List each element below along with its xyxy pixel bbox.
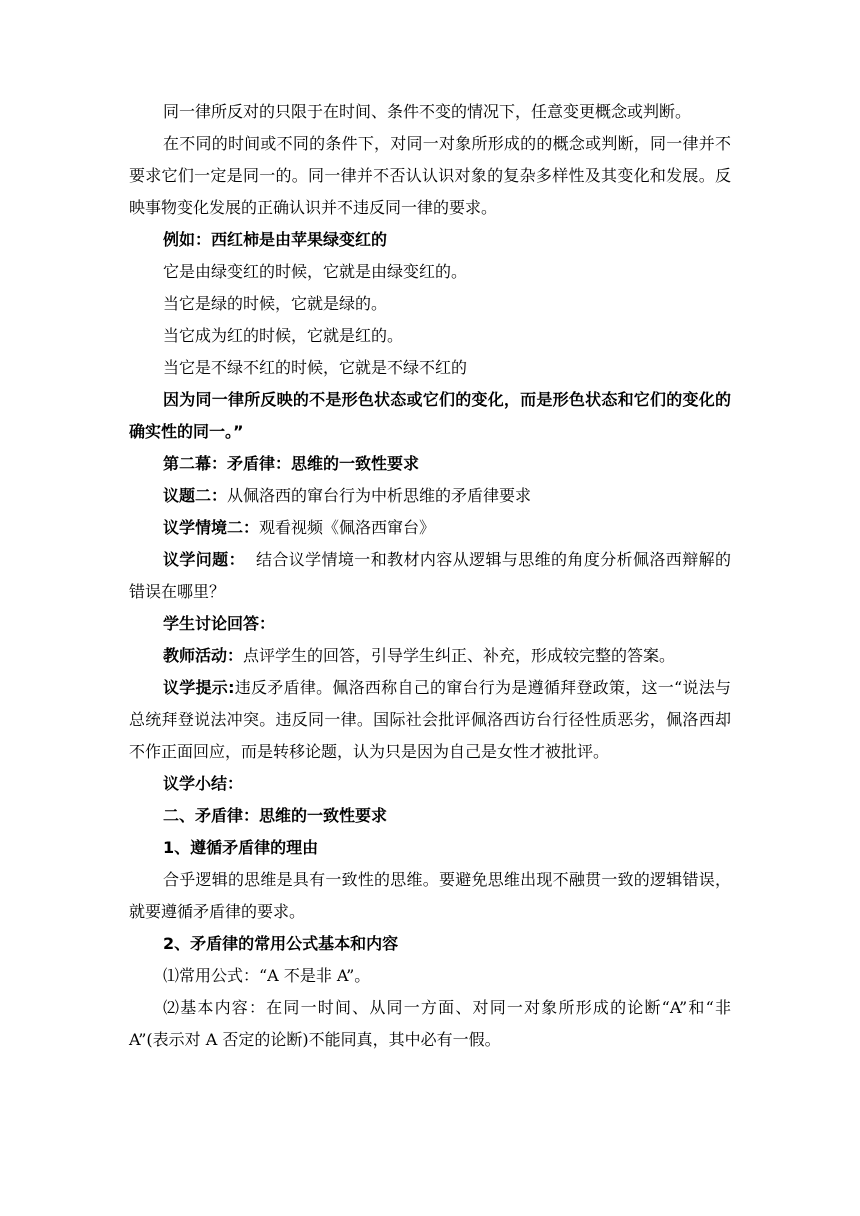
example-line-1: 它是由绿变红的时候，它就是由绿变红的。 (163, 262, 468, 281)
section-two-heading: 二、矛盾律：思维的一致性要求 (163, 806, 388, 825)
learning-hint (129, 672, 731, 768)
example-line-2: 当它是绿的时候，它就是绿的。 (163, 294, 388, 313)
learning-summary-heading: 议学小结： (163, 774, 244, 793)
act-two-heading: 第二幕：矛盾律：思维的一致性要求 (163, 454, 420, 473)
example-line-4: 当它是不绿不红的时候，它就是不绿不红的 (163, 358, 468, 377)
learning-situation-two-label: 议学情境二： (163, 518, 260, 537)
subsection-1-heading: 1、遵循矛盾律的理由 (163, 838, 319, 857)
learning-question (129, 544, 731, 608)
topic-two-label: 议题二： (163, 486, 228, 505)
learning-question-text: 结合议学情境一和教材内容从逻辑与思维的角度分析佩洛西辩解的错误在哪里？ (129, 550, 731, 601)
topic-two (129, 480, 731, 512)
teacher-activity (129, 640, 731, 672)
teacher-activity-text: 点评学生的回答，引导学生纠正、补充，形成较完整的答案。 (243, 646, 676, 665)
example-conclusion: 因为同一律所反映的不是形色状态或它们的变化，而是形色状态和它们的变化的确实性的同一。” (129, 390, 731, 441)
formula-item: ⑴常用公式：“A 不是非 A”。 (163, 966, 371, 985)
example-line-3: 当它成为红的时候，它就是红的。 (163, 326, 404, 345)
paragraph-identity-law-limit: 同一律所反对的只限于在时间、条件不变的情况下，任意变更概念或判断。 (163, 102, 692, 121)
example-heading: 例如：西红柿是由苹果绿变红的 (163, 230, 388, 249)
student-discussion: 学生讨论回答： (163, 614, 276, 633)
teacher-activity-label: 教师活动： (163, 646, 244, 665)
learning-hint-label: 议学提示: (163, 678, 235, 697)
content-item: ⑵基本内容：在同一时间、从同一方面、对同一对象所形成的论断“A”和“非 A”(表示对 A 否定的论断)不能同真，其中必有一假。 (129, 998, 731, 1049)
learning-situation-two (129, 512, 731, 544)
paragraph-identity-law-conditions: 在不同的时间或不同的条件下，对同一对象所形成的的概念或判断，同一律并不要求它们一定是同一的。同一律并不否认认识对象的复杂多样性及其变化和发展。反映事物变化发展的正确认识并不违反同一律的要求。 (129, 134, 731, 217)
learning-situation-two-text: 观看视频《佩洛西窜台》 (259, 518, 436, 537)
subsection-1-text: 合乎逻辑的思维是具有一致性的思维。要避免思维出现不融贯一致的逻辑错误，就要遵循矛盾律的要求。 (129, 870, 731, 921)
topic-two-text: 从佩洛西的窜台行为中析思维的矛盾律要求 (227, 486, 532, 505)
learning-hint-text: 违反矛盾律。佩洛西称自己的窜台行为是遵循拜登政策，这一“说法与总统拜登说法冲突。违反同一律。国际社会批评佩洛西访台行径性质恶劣，佩洛西却不作正面回应，而是转移论题，认为只是因为自己是女性才被批评。 (129, 678, 731, 761)
document-body (129, 96, 731, 1056)
subsection-2-heading: 2、矛盾律的常用公式基本和内容 (163, 934, 399, 953)
learning-question-label: 议学问题： (163, 550, 245, 569)
